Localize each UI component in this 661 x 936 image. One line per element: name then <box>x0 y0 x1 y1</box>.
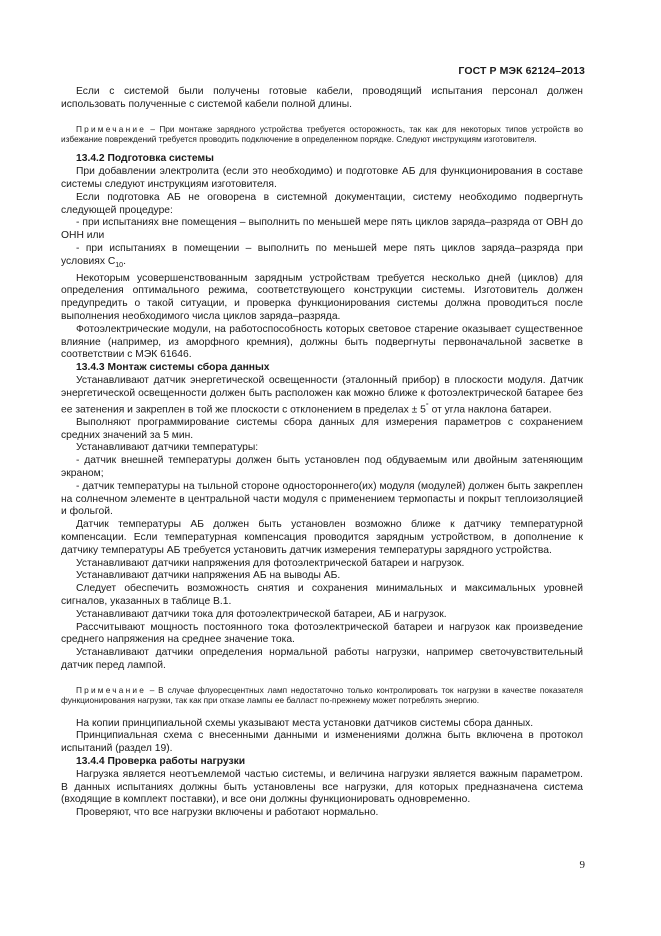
note-label: Примечание <box>76 123 147 134</box>
note <box>61 124 583 145</box>
section-heading: 13.4.4 Проверка работы нагрузки <box>76 755 246 767</box>
list-item: - датчик температуры на тыльной стороне одностороннего(их) модуля (модулей) должен быть закреплен на солнечном элементе в центральной части модуля с применением термопасты и покрыт теплоизоляцией и фольгой. <box>61 480 583 518</box>
paragraph: Устанавливают датчики температуры: <box>76 442 259 454</box>
paragraph: На копии принципиальной схемы указывают места установки датчиков системы сбора данных. <box>76 717 534 729</box>
paragraph: Устанавливают датчик энергетической освещенности (эталонный прибор) в плоскости модуля. Датчик энергетической освещенности должен быть расположен как можно ближе к фотоэлектрической батарее без ее затенения и закреплен в той же плоскости с отклонением в пределах ± 5° от угла наклона батареи. <box>61 375 583 416</box>
note-text: В случае флуоресцентных ламп недостаточно только контролировать ток нагрузки в качестве показателя функционирования нагрузки, так как при отказе лампы ее балласт по-прежнему может потреблять энергию. <box>61 684 583 706</box>
paragraph: Устанавливают датчики напряжения для фотоэлектрической батареи и нагрузок. <box>76 557 465 569</box>
page-body <box>61 86 583 820</box>
paragraph: Принципиальная схема с внесенными данными и изменениями должна быть включена в протокол испытаний (раздел 19). <box>61 730 583 755</box>
list-item: - при испытаниях в помещении – выполнить по меньшей мере пять циклов заряда–разряда при условиях $С_{10}$. <box>61 242 583 269</box>
paragraph: Нагрузка является неотъемлемой частью системы, и величина нагрузки является важным параметром. В данных испытаниях должны быть установлены все нагрузки, для которых предназначена система (входящие в комплект поставки), и все они должны функционировать одновременно. <box>61 768 583 806</box>
section-heading: 13.4.3 Монтаж системы сбора данных <box>76 362 270 374</box>
paragraph: Рассчитывают мощность постоянного тока фотоэлектрической батареи и нагрузок как произведение среднего напряжения на среднее значение тока. <box>61 621 583 646</box>
paragraph: Фотоэлектрические модули, на работоспособность которых световое старение оказывает существенное влияние (например, из аморфного кремния), должны быть подвергнуты первоначальной засветке в соответствии с МЭК 61646. <box>61 323 583 361</box>
note-dash: – <box>150 123 155 134</box>
note-text: При монтаже зарядного устройства требуется осторожность, так как для некоторых типов устройств во избежание повреждений требуется проводить подключение в определенном порядке. Следуют инструкциям изготовителя. <box>61 123 583 144</box>
paragraph: Если подготовка АБ не оговорена в системной документации, систему необходимо подвергнуть следующей процедуре: <box>61 191 583 216</box>
list-item: - при испытаниях вне помещения – выполнить по меньшей мере пять циклов заряда–разряда от ОВН до ОНН или <box>61 217 583 242</box>
note-dash: – <box>149 684 155 695</box>
document-header: ГОСТ Р МЭК 62124–2013 <box>458 65 585 77</box>
section-heading: 13.4.2 Подготовка системы <box>76 153 214 165</box>
paragraph: Проверяют, что все нагрузки включены и работают нормально. <box>76 807 379 819</box>
paragraph: При добавлении электролита (если это необходимо) и подготовке АБ для функционирования в составе системы следуют инструкциям изготовителя. <box>61 166 583 190</box>
page-number: 9 <box>579 859 585 871</box>
paragraph: Если с системой были получены готовые кабели, проводящий испытания персонал должен использовать полученные с системой кабели полной длины. <box>61 86 583 110</box>
paragraph: Датчик температуры АБ должен быть установлен возможно ближе к датчику температурной компенсации. Если температурная компенсация проводится зарядным устройством, в дополнение к датчику температуры АБ требуется установить датчик измерения температуры зарядного устройства. <box>61 519 583 556</box>
paragraph: Некоторым усовершенствованным зарядным устройствам требуется несколько дней (циклов) для определения оптимального режима, соответствующего конструкции системы. Изготовитель должен предупредить о такой ситуации, и проверка функционирования системы должна проводиться после выполнения необходимого числа циклов заряда–разряда. <box>61 272 583 323</box>
note-label: Примечание <box>76 684 147 695</box>
paragraph: Устанавливают датчики напряжения АБ на выводы АБ. <box>76 570 341 582</box>
note <box>61 685 583 706</box>
paragraph: Выполняют программирование системы сбора данных для измерения параметров с сохранением средних значений за 5 мин. <box>61 416 583 441</box>
paragraph: Следует обеспечить возможность снятия и сохранения минимальных и максимальных уровней сигналов, указанных в таблице В.1. <box>61 583 583 607</box>
list-item: - датчик внешней температуры должен быть установлен под обдуваемым или двойным затеняющим экраном; <box>61 455 583 479</box>
paragraph: Устанавливают датчики определения нормальной работы нагрузки, например светочувствительный датчик перед лампой. <box>61 647 583 671</box>
paragraph: Устанавливают датчики тока для фотоэлектрической батареи, АБ и нагрузок. <box>76 608 447 620</box>
